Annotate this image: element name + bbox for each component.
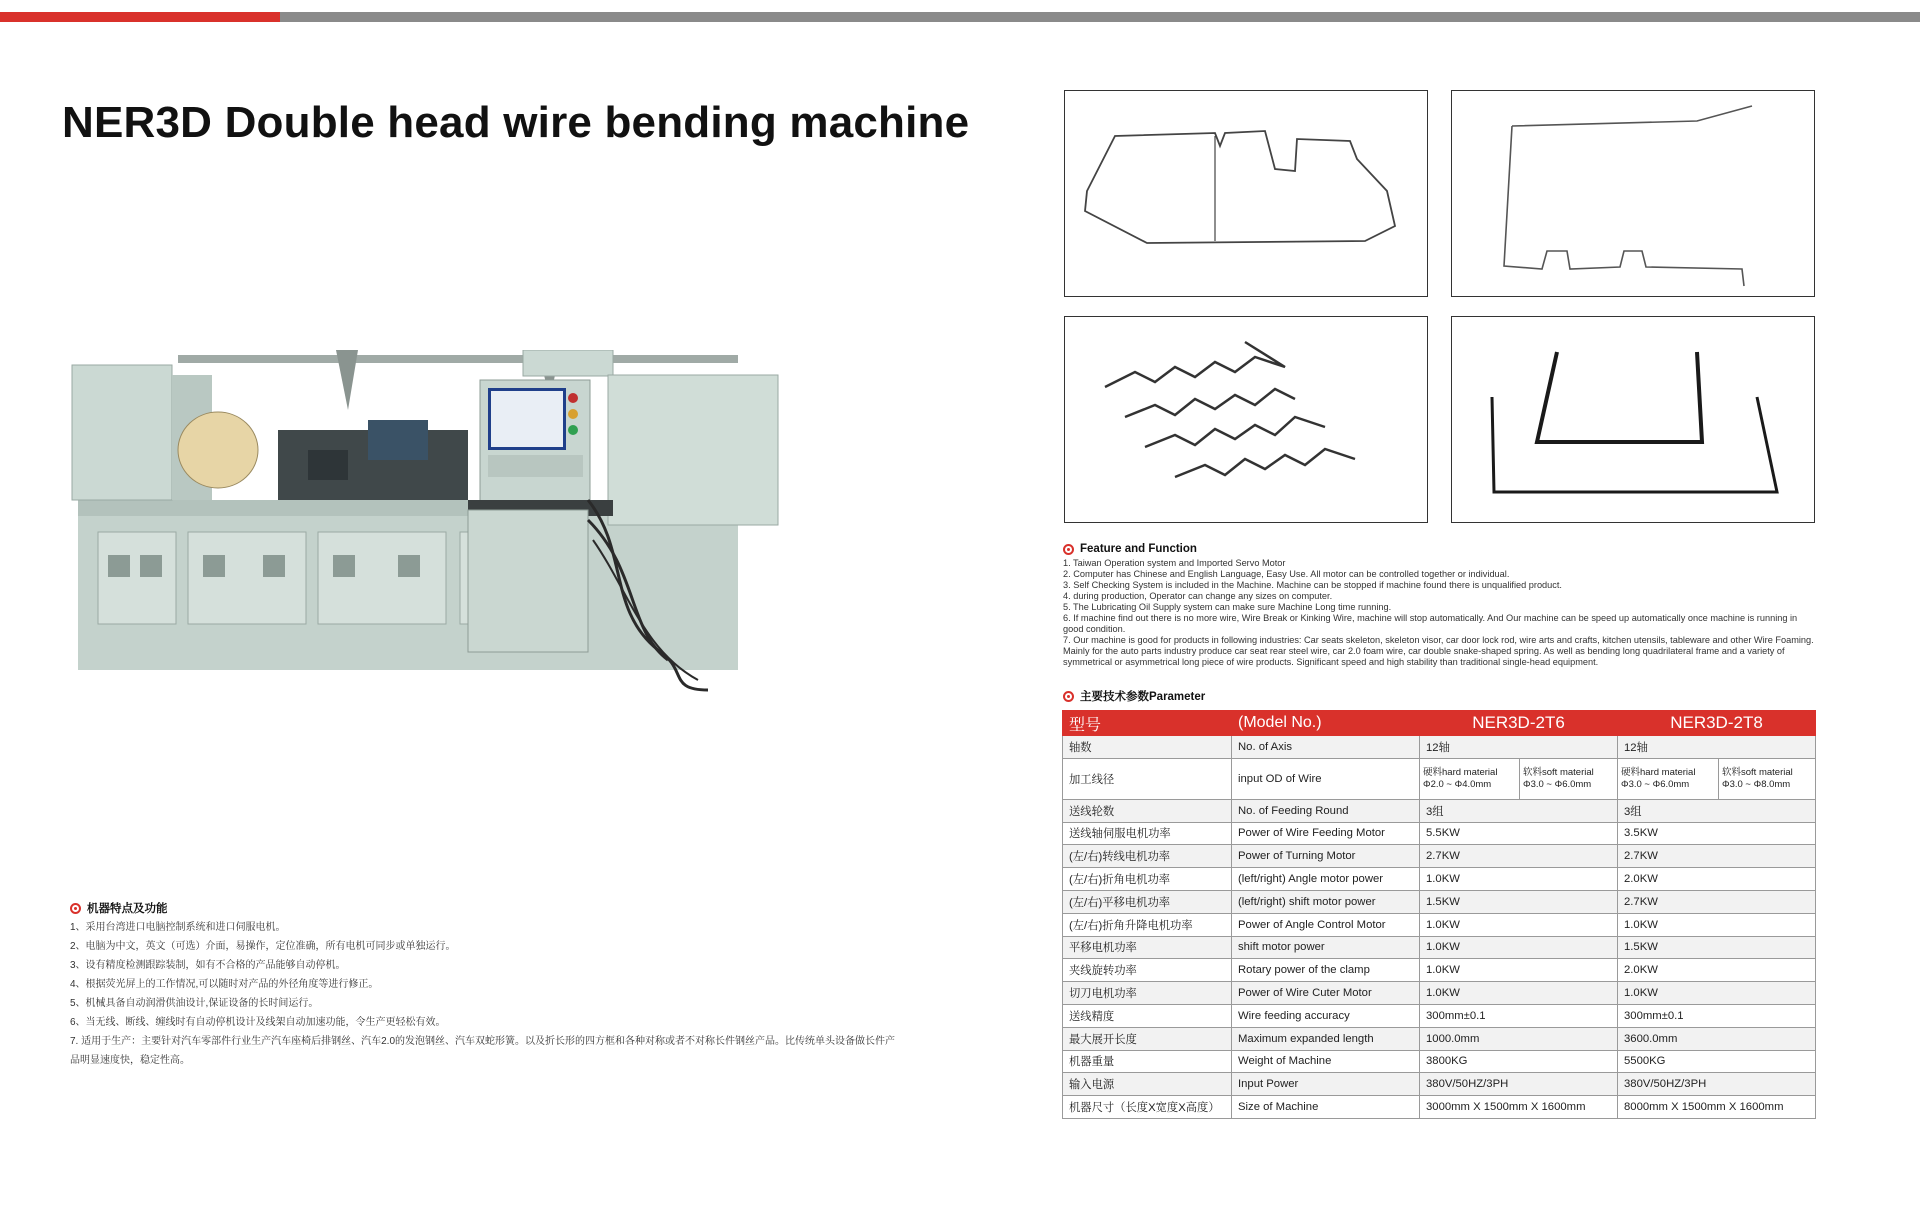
row-value-model-1: 380V/50HZ/3PH [1420,1073,1618,1096]
row-value-model-2: 1.0KW [1618,982,1816,1005]
row-value-model-2: 380V/50HZ/3PH [1618,1073,1816,1096]
list-item: 3. Self Checking System is included in the Machine. Machine can be stopped if machine found there is unqualified product. [1063,580,1562,590]
list-item: 3、设有精度检测跟踪装制，如有不合格的产品能够自动停机。 [70,960,346,971]
feature-function-title: Feature and Function [1080,543,1197,555]
model-1-soft-material [1520,758,1618,799]
row-value-model-1: 1.5KW [1420,890,1618,913]
row-label-cn: 机器重量 [1063,1050,1232,1073]
row-value-model-2: 3600.0mm [1618,1027,1816,1050]
table-row [1063,913,1816,936]
row-value-model-1: 3800KG [1420,1050,1618,1073]
row-label-en: Wire feeding accuracy [1232,1004,1420,1027]
row-value-model-2: 3.5KW [1618,822,1816,845]
row-value-model-1: 1.0KW [1420,936,1618,959]
row-label-cn: 机器尺寸（长度X宽度X高度） [1063,1096,1232,1119]
table-row [1063,890,1816,913]
top-color-bar [0,12,1920,22]
row-value-model-2: 2.7KW [1618,845,1816,868]
row-label-cn: 送线轴伺服电机功率 [1063,822,1232,845]
sample-product-3 [1064,316,1428,523]
row-value-model-2: 2.0KW [1618,959,1816,982]
row-label-en: (left/right) Angle motor power [1232,868,1420,891]
row-label-en: Weight of Machine [1232,1050,1420,1073]
row-value-model-2: 5500KG [1618,1050,1816,1073]
row-label-en: Power of Wire Feeding Motor [1232,822,1420,845]
table-row [1063,936,1816,959]
row-label-cn: (左/右)平移电机功率 [1063,890,1232,913]
wire-bending-machine-image [68,350,898,760]
machine-illustration [68,350,898,760]
soft-material-label: 软料soft material [1722,766,1793,778]
row-label-en: No. of Feeding Round [1232,799,1420,822]
row-label-cn: (左/右)折角升降电机功率 [1063,913,1232,936]
row-value-model-1: 1.0KW [1420,868,1618,891]
row-label-en: (left/right) shift motor power [1232,890,1420,913]
top-bar-red-segment [0,12,280,22]
row-label-cn: 送线精度 [1063,1004,1232,1027]
soft-material-label: 软料soft material [1523,766,1594,778]
row-label-cn: 夹线旋转功率 [1063,959,1232,982]
table-row [1063,1096,1816,1119]
table-row [1063,982,1816,1005]
row-value-model-2: 8000mm X 1500mm X 1600mm [1618,1096,1816,1119]
row-value-model-1: 3000mm X 1500mm X 1600mm [1420,1096,1618,1119]
snake-spring-wire-drawing [1065,317,1427,522]
row-label-cn: 最大展开长度 [1063,1027,1232,1050]
row-label-en: Maximum expanded length [1232,1027,1420,1050]
list-item: 1、采用台湾进口电脑控制系统和进口伺服电机。 [70,922,286,933]
row-value-model-1: 1.0KW [1420,913,1618,936]
list-item: 6. If machine find out there is no more wire, Wire Break or Kinking Wire, machine will stop automatically. And Our machine can be speed up automatically once machine is running in good condition. [1063,613,1798,634]
table-row [1063,959,1816,982]
row-label-en: Power of Turning Motor [1232,845,1420,868]
row-value-model-2: 2.7KW [1618,890,1816,913]
row-label-cn: (左/右)折角电机功率 [1063,868,1232,891]
list-item: 2. Computer has Chinese and English Language, Easy Use. All motor can be controlled together or individual. [1063,569,1510,579]
cn-feature-heading [70,900,168,916]
table-row [1063,1050,1816,1073]
hard-material-label: 硬料hard material [1621,766,1696,778]
hard-material-range: Φ2.0 ~ Φ4.0mm [1423,778,1492,790]
model-2-hard-material [1618,758,1719,799]
table-row [1063,1027,1816,1050]
long-frame-wire-drawing [1452,91,1814,296]
list-item: 5. The Lubricating Oil Supply system can make sure Machine Long time running. [1063,602,1392,612]
page-title: NER3D Double head wire bending machine [62,98,970,147]
row-label-en: input OD of Wire [1232,758,1420,799]
table-row [1063,868,1816,891]
row-label-cn: 切刀电机功率 [1063,982,1232,1005]
model-1-hard-material [1420,758,1520,799]
list-item: 7. Our machine is good for products in following industries: Car seats skeleton, skeleton visor, car door lock rod, wire arts and crafts, kitchen utensils, tableware and other Wire Foaming. Mainly for the auto parts industry produce car seat rear steel wire, car 2.0 foam wire, car double snake-shaped spring. As well as bending long quadrilateral frame and a variety of symmetrical or asymmetrical long piece of wire products. Significant speed and high stability than traditional single-head equipment. [1063,635,1814,667]
list-item: 5、机械具备自动润滑供油设计,保证设备的长时间运行。 [70,998,319,1009]
section-bullet-icon [70,903,81,914]
row-value-model-2: 2.0KW [1618,868,1816,891]
header-model-2: NER3D-2T8 [1618,711,1816,736]
table-row [1063,799,1816,822]
table-row [1063,845,1816,868]
parameter-table [1062,710,1816,1119]
row-value-model-2: 12轴 [1618,736,1816,759]
parameter-heading [1063,688,1205,704]
cn-feature-list [70,918,900,1070]
row-value-model-2: 3组 [1618,799,1816,822]
list-item: 2、电脑为中文，英文（可选）介面，易操作，定位准确，所有电机可同步或单独运行。 [70,941,456,952]
header-model-cn: 型号 [1063,711,1232,736]
model-2-soft-material [1719,758,1816,799]
cn-feature-title: 机器特点及功能 [87,903,168,915]
top-bar-grey-segment [280,12,1920,22]
list-item: 1. Taiwan Operation system and Imported Servo Motor [1063,558,1286,568]
soft-material-range: Φ3.0 ~ Φ8.0mm [1722,778,1791,790]
sample-product-2 [1451,90,1815,297]
row-value-model-1: 1.0KW [1420,959,1618,982]
row-value-model-2: 1.5KW [1618,936,1816,959]
table-row [1063,1073,1816,1096]
row-label-cn: 输入电源 [1063,1073,1232,1096]
quadrilateral-frame-wire-drawing [1452,317,1814,522]
sample-product-1 [1064,90,1428,297]
row-label-cn: 轴数 [1063,736,1232,759]
table-row [1063,736,1816,759]
list-item: 7. 适用于生产：主要针对汽车零部件行业生产汽车座椅后排钢丝、汽车2.0的发泡钢丝、汽车双蛇形簧。以及折长形的四方框和各种对称或者不对称长件钢丝产品。比传统单头设备做长件产品明显速度快，稳定性高。 [70,1036,896,1066]
row-label-en: Size of Machine [1232,1096,1420,1119]
row-value-model-1: 2.7KW [1420,845,1618,868]
row-label-en: Power of Wire Cuter Motor [1232,982,1420,1005]
row-label-cn: 加工线径 [1063,758,1232,799]
soft-material-range: Φ3.0 ~ Φ6.0mm [1523,778,1592,790]
header-model-en: (Model No.) [1232,711,1420,736]
row-label-en: Input Power [1232,1073,1420,1096]
section-bullet-icon [1063,691,1074,702]
row-label-en: Rotary power of the clamp [1232,959,1420,982]
list-item: 4. during production, Operator can change any sizes on computer. [1063,591,1333,601]
row-label-en: Power of Angle Control Motor [1232,913,1420,936]
list-item: 4、根据荧光屏上的工作情况,可以随时对产品的外径角度等进行修正。 [70,979,379,990]
table-row [1063,822,1816,845]
row-value-model-1: 5.5KW [1420,822,1618,845]
hard-material-label: 硬料hard material [1423,766,1498,778]
row-value-model-1: 12轴 [1420,736,1618,759]
seat-frame-wire-drawing [1065,91,1427,296]
row-label-en: shift motor power [1232,936,1420,959]
table-row [1063,758,1816,799]
feature-function-heading [1063,543,1197,555]
feature-function-list [1063,558,1815,668]
row-label-cn: (左/右)转线电机功率 [1063,845,1232,868]
row-label-cn: 送线轮数 [1063,799,1232,822]
row-value-model-1: 1.0KW [1420,982,1618,1005]
row-value-model-2: 1.0KW [1618,913,1816,936]
list-item: 6、当无线、断线、缠线时有自动停机设计及线架自动加速功能，令生产更轻松有效。 [70,1017,446,1028]
row-value-model-1: 300mm±0.1 [1420,1004,1618,1027]
row-value-model-1: 3组 [1420,799,1618,822]
row-value-model-2: 300mm±0.1 [1618,1004,1816,1027]
table-row [1063,1004,1816,1027]
row-value-model-1: 1000.0mm [1420,1027,1618,1050]
parameter-title: 主要技术参数Parameter [1080,691,1206,703]
hard-material-range: Φ3.0 ~ Φ6.0mm [1621,778,1690,790]
sample-product-4 [1451,316,1815,523]
row-label-cn: 平移电机功率 [1063,936,1232,959]
section-bullet-icon [1063,544,1074,555]
table-header-row [1063,711,1816,736]
row-label-en: No. of Axis [1232,736,1420,759]
header-model-1: NER3D-2T6 [1420,711,1618,736]
